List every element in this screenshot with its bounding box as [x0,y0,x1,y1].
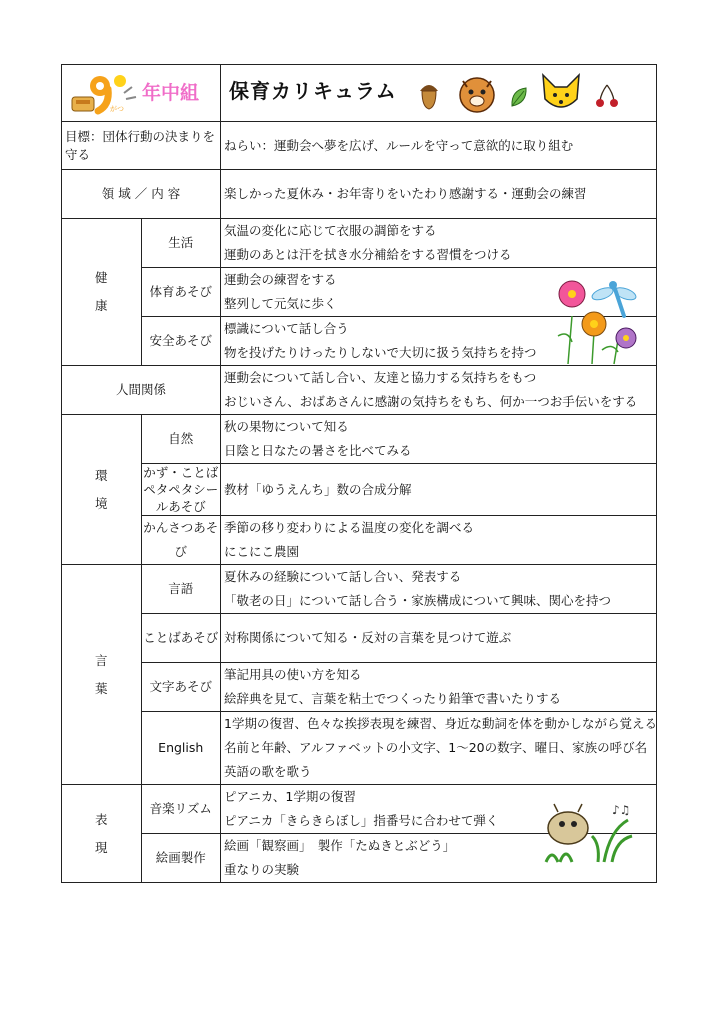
content-line: 季節の移り変わりによる温度の変化を調べる [224,520,475,535]
env-content-3 [221,516,657,565]
content-line: 英語の歌を歌う [224,764,312,779]
env-sub-2 [141,464,221,516]
health-char-2: 康 [94,298,108,313]
content-line: 物を投げたりけったりしないで大切に扱う気持ちを持つ [224,345,537,360]
expr-sub-1: 音楽リズム [141,785,221,834]
lang-sub-3: 文字あそび [141,663,221,712]
lang-sub-4: English [141,712,221,785]
month-nine-icon [70,71,140,117]
lang-row-4 [62,712,657,785]
environment-category [62,415,142,565]
curriculum-table [61,64,657,883]
content-line: 名前と年齢、アルファベットの小文字、1～20の数字、曜日、家族の呼び名 [224,740,648,755]
health-char-1: 健 [94,270,108,285]
month-suffix: がつ [110,105,124,113]
content-line: 秋の果物について知る [224,419,349,434]
health-row-1 [62,219,657,268]
fox-icon [537,71,585,115]
lang-content-4 [221,712,657,785]
content-line: 整列して元気に歩く [224,296,337,311]
content-line: 運動のあとは汗を拭き水分補給をする習慣をつける [224,247,512,262]
env-row-1 [62,415,657,464]
domain-row [62,170,657,219]
health-content-1 [221,219,657,268]
content-line: ピアニカ「きらきらぼし」指番号に合わせて弾く [224,813,499,828]
acorn-icon [417,79,441,111]
page-title: 保育カリキュラム [229,79,397,103]
content-line: 気温の変化に応じて衣服の調節をする [224,223,437,238]
goal-row [62,122,657,170]
health-sub-3: 安全あそび [141,317,221,366]
lang-char-1: 言 [94,652,108,668]
relations-sub: 人間関係 [62,366,221,415]
content-line: 運動会の練習をする [224,272,337,287]
health-category [62,219,142,366]
sub-line: ペタペタシールあそび [143,482,219,514]
content-line: ピアニカ、1学期の復習 [224,789,356,804]
expr-char-2: 現 [94,839,108,855]
cherries-icon [593,83,621,109]
content-line: 絵辞典を見て、言葉を粘土でつくったり鉛筆で書いたりする [224,691,562,706]
env-char-1: 環 [94,467,108,483]
lang-content-3 [221,663,657,712]
lang-sub-1: 言語 [141,565,221,614]
content-line: 絵画「観察画」 製作「たぬきとぶどう」 [224,838,456,853]
squirrel-icon [455,73,499,115]
content-line: 運動会について話し合い、友達と協力する気持ちをもつ [224,370,537,385]
content-line: 対称関係について知る・反対の言葉を見つけて遊ぶ [224,630,512,645]
lang-char-2: 葉 [94,680,108,696]
header-row [62,65,657,122]
language-category [62,565,142,785]
domain-label: 領 域 ／ 内 容 [62,170,221,219]
bug-music-icon [540,800,636,866]
relations-row [62,366,657,415]
env-row-2 [62,464,657,516]
health-sub-1: 生活 [141,219,221,268]
content-line: おじいさん、おばあさんに感謝の気持ちをもち、何か一つお手伝いをする [224,394,638,409]
content-line: 日陰と日なたの暑さを比べてみる [224,443,412,458]
env-content-2 [221,464,657,516]
content-line: 筆記用具の使い方を知る [224,667,362,682]
expr-char-1: 表 [94,811,108,827]
content-line: にこにこ農園 [224,544,300,559]
goal-left-cell [62,122,221,170]
lang-content-1 [221,565,657,614]
svg-text:♪♫: ♪♫ [612,803,631,817]
content-line: 重なりの実験 [224,862,300,877]
lang-row-2 [62,614,657,663]
lang-row-1 [62,565,657,614]
env-sub-1: 自然 [141,415,221,464]
goal-text: 目標：団体行動の決まりを守る [65,128,216,162]
sub-line: かず・ことば [143,465,219,480]
env-sub-3: かんさつあそび [141,516,221,565]
grade-label: 年中組 [142,82,200,104]
leaf-icon [509,85,529,109]
expression-category [62,785,142,883]
content-line: 教材「ゆうえんち」数の合成分解 [224,481,412,497]
lang-row-3 [62,663,657,712]
lang-sub-2: ことばあそび [141,614,221,663]
content-line: 夏休みの経験について話し合い、発表する [224,569,462,584]
env-row-3 [62,516,657,565]
header-right-cell [221,65,657,122]
expr-sub-2: 絵画製作 [141,834,221,883]
lang-content-2 [221,614,657,663]
header-left-cell [62,65,221,122]
content-line: 1学期の復習、色々な挨拶表現を練習、身近な動詞を体を動かしながら覚える [224,716,657,731]
curriculum-sheet [61,64,657,883]
env-char-2: 境 [94,495,108,511]
cosmos-dragonfly-icon [548,276,644,366]
content-line: 「敬老の日」について話し合う・家族構成について興味、関心を持つ [224,593,612,608]
env-content-1 [221,415,657,464]
health-sub-2: 体育あそび [141,268,221,317]
content-line: 標識について話し合う [224,321,349,336]
domain-content: 楽しかった夏休み・お年寄りをいたわり感謝する・運動会の練習 [221,170,657,219]
aim-text: ねらい：運動会へ夢を広げ、ルールを守って意欲的に取り組む [224,137,574,153]
goal-right-cell [221,122,657,170]
relations-content [221,366,657,415]
